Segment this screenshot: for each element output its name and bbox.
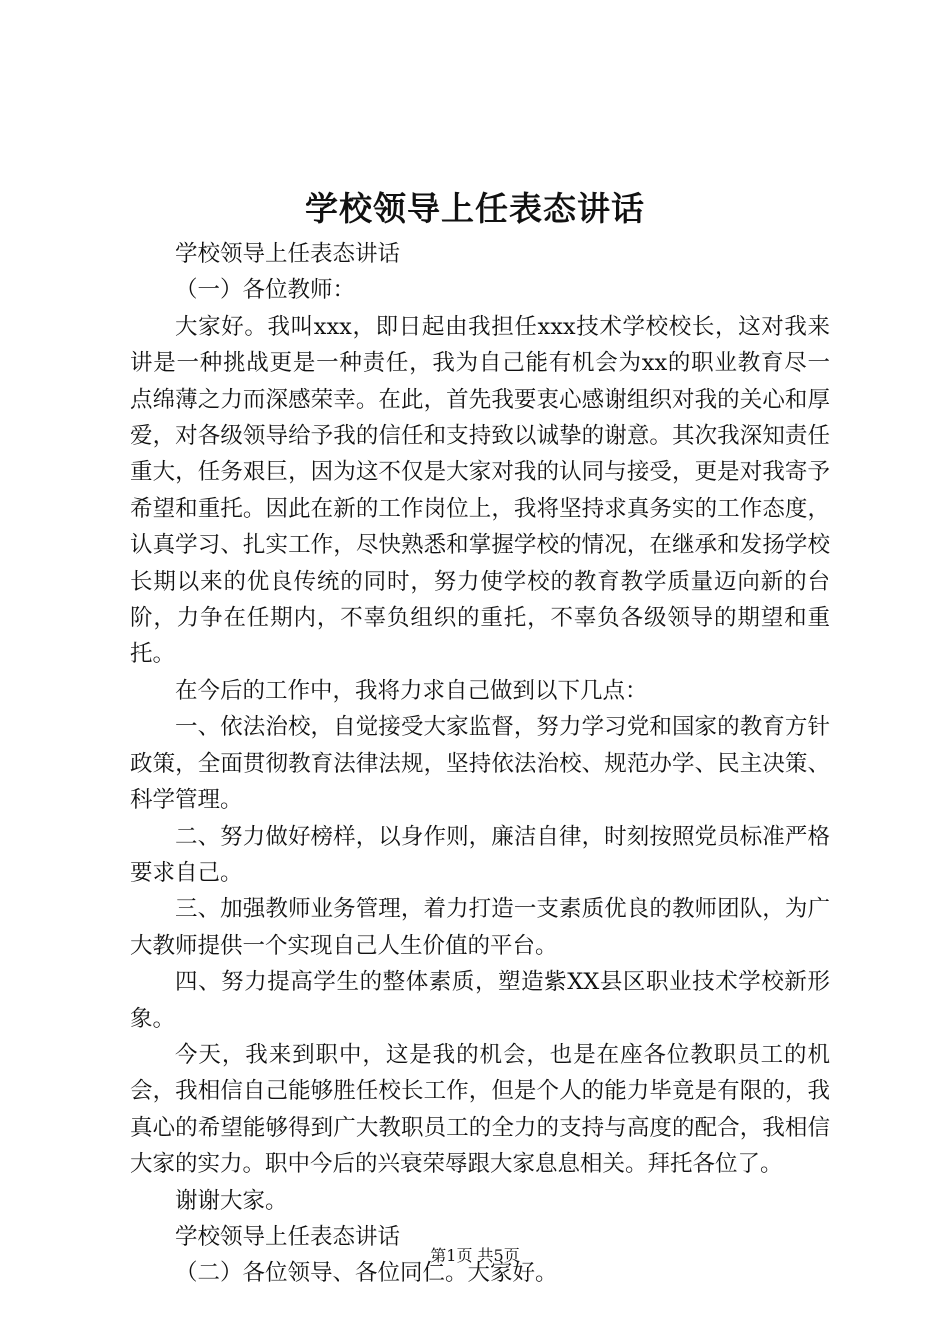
paragraph-point-three: 三、加强教师业务管理，着力打造一支素质优良的教师团队，为广大教师提供一个实现自己人生价值的平台。 xyxy=(130,896,830,959)
paragraph-second-title: 学校领导上任表态讲话 xyxy=(175,1223,401,1250)
paragraph-thanks: 谢谢大家。 xyxy=(175,1187,288,1214)
paragraph-point-two: 二、努力做好榜样，以身作则，廉洁自律，时刻按照党员标准严格要求自己。 xyxy=(130,823,830,886)
paragraph-subtitle: 学校领导上任表态讲话 xyxy=(175,241,401,267)
document-body xyxy=(130,236,830,1292)
paragraph-point-four: 四、努力提高学生的整体素质，塑造紫XX县区职业技术学校新形象。 xyxy=(130,969,830,1032)
paragraph-section-two-heading: （二）各位领导、各位同仁。大家好。 xyxy=(175,1260,558,1287)
paragraph-section-one-heading: （一）各位教师： xyxy=(175,277,356,304)
document-title: 学校领导上任表态讲话 xyxy=(305,189,645,228)
page-footer: 第1页 共5页 xyxy=(430,1246,520,1265)
paragraph-closing: 今天，我来到职中，这是我的机会，也是在座各位教职员工的机会，我相信自己能够胜任校长工作，但是个人的能力毕竟是有限的，我真心的希望能够得到广大教职员工的全力的支持与高度的配合，我相信大家的实力。职中今后的兴衰荣辱跟大家息息相关。拜托各位了。 xyxy=(130,1041,830,1178)
paragraph-points-intro: 在今后的工作中，我将力求自己做到以下几点： xyxy=(175,677,648,704)
paragraph-point-one: 一、依法治校，自觉接受大家监督，努力学习党和国家的教育方针政策，全面贯彻教育法律法规，坚持依法治校、规范办学、民主决策、科学管理。 xyxy=(130,714,830,814)
paragraph-introduction: 大家好。我叫xxx，即日起由我担任xxx技术学校校长，这对我来讲是一种挑战更是一种责任，我为自己能有机会为xx的职业教育尽一点绵薄之力而深感荣幸。在此，首先我要衷心感谢组织对我的关心和厚爱，对各级领导给予我的信任和支持致以诚挚的谢意。其次我深知责任重大，任务艰巨，因为这不仅是大家对我的认同与接受，更是对我寄予希望和重托。因此在新的工作岗位上，我将坚持求真务实的工作态度，认真学习、扎实工作，尽快熟悉和掌握学校的情况，在继承和发扬学校长期以来的优良传统的同时，努力使学校的教育教学质量迈向新的台阶，力争在任期内，不辜负组织的重托，不辜负各级领导的期望和重托。 xyxy=(130,313,830,668)
